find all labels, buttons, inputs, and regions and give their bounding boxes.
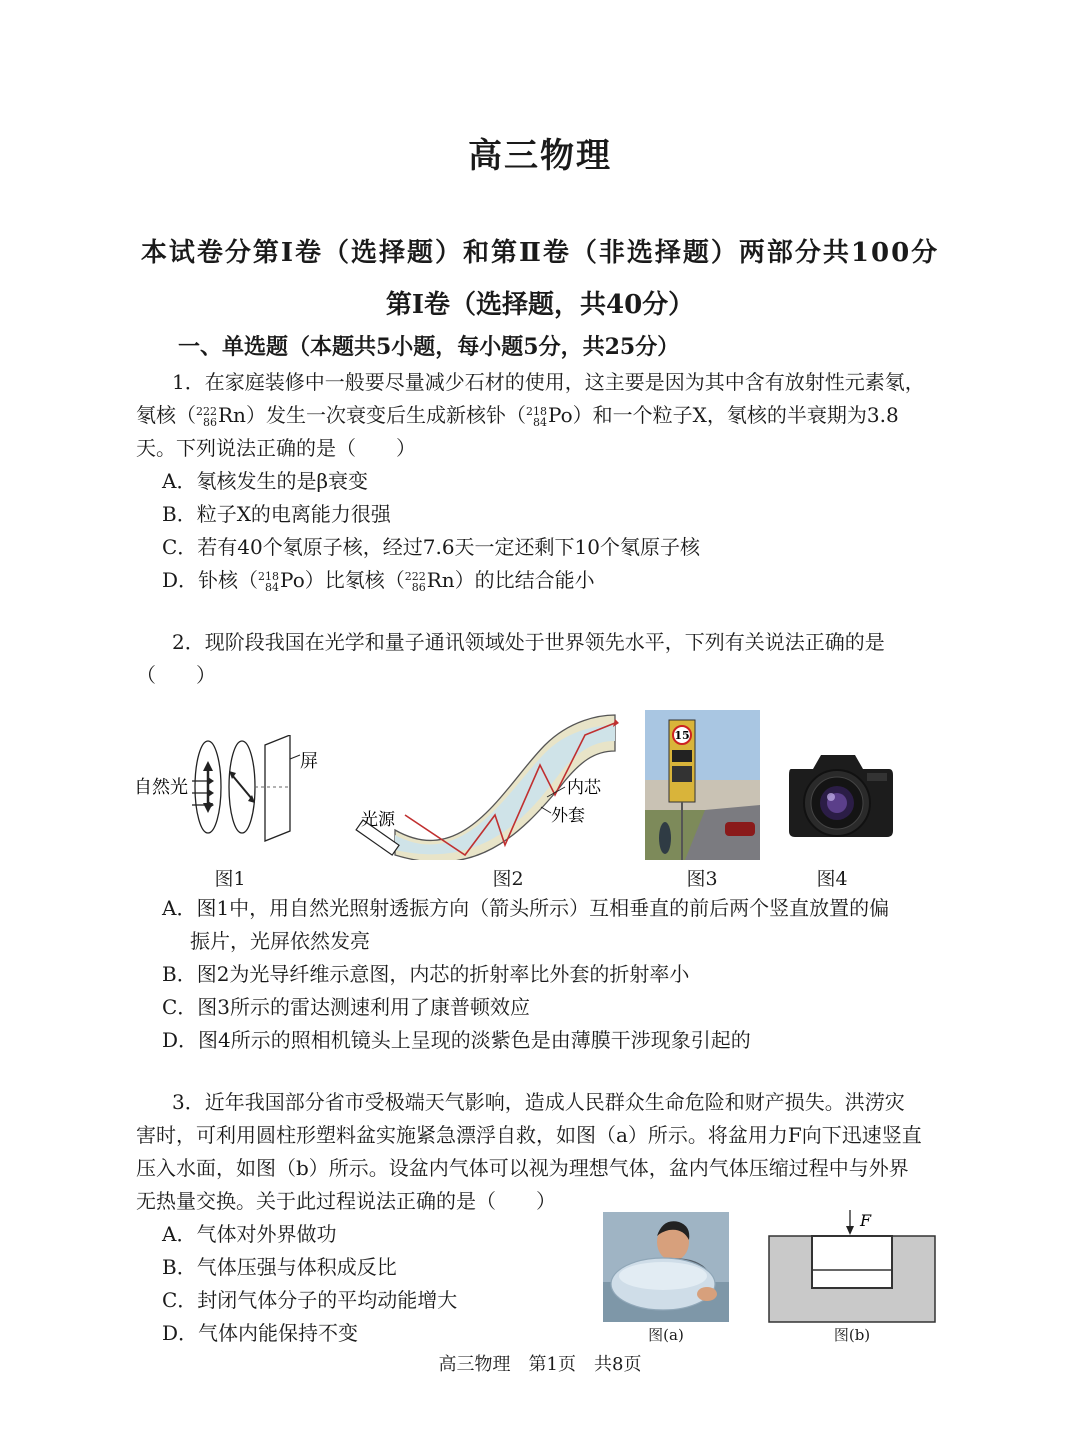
q1-stem-line3: 天。下列说法正确的是（ ） (136, 436, 416, 460)
figure-3-radar-photo (645, 710, 760, 860)
rn-symbol: Rn (426, 568, 455, 592)
q2-option-b: B．图2为光导纤维示意图，内芯的折射率比外套的折射率小 (162, 962, 690, 986)
exam-instructions: 本试卷分第Ⅰ卷（选择题）和第Ⅱ卷（非选择题）两部分共100分 (140, 238, 940, 268)
po-symbol: Po (547, 403, 573, 427)
q3-stem-line2: 害时，可利用圆柱形塑料盆实施紧急漂浮自救，如图（a）所示。将盆用力F向下迅速竖直 (136, 1123, 922, 1147)
figure-2-caption: 图2 (492, 868, 524, 890)
po-atomic-number: 84 (265, 580, 280, 594)
force-label: F (860, 1211, 872, 1230)
light-source-label: 光源 (361, 810, 395, 830)
q1-text: 氡核（ (136, 403, 196, 427)
rn-mass-number: 222 (196, 404, 217, 418)
q2-stem-line1: 2．现阶段我国在光学和量子通讯领域处于世界领先水平，下列有关说法正确的是 (172, 630, 885, 654)
q3-option-a: A．气体对外界做功 (162, 1222, 337, 1246)
q1-text: ）发生一次衰变后生成新核钋（ (245, 403, 526, 427)
q1-stem-line1: 1．在家庭装修中一般要尽量减少石材的使用，这主要是因为其中含有放射性元素氡， (172, 370, 925, 394)
po-symbol: Po (280, 568, 305, 592)
q3-option-b: B．气体压强与体积成反比 (162, 1255, 397, 1279)
rn-mass-number: 222 (404, 569, 426, 583)
q1-text: ）和一个粒子X，氡核的半衰期为3.8 (572, 403, 899, 427)
q1-option-d (162, 564, 595, 596)
q1-d-text: D．钋核（ (162, 568, 259, 592)
speed-limit-value: 15 (674, 729, 690, 742)
q1-d-text: ）比氡核（ (304, 568, 405, 592)
q3-stem-line4: 无热量交换。关于此过程说法正确的是（ ） (136, 1189, 556, 1213)
fiber-core-label: 内芯 (567, 778, 601, 798)
rn-atomic-number: 86 (203, 415, 217, 429)
fiber-cladding-label: 外套 (551, 806, 585, 826)
q3-option-c: C．封闭气体分子的平均动能增大 (162, 1288, 458, 1312)
q1-option-b: B．粒子X的电离能力很强 (162, 502, 391, 526)
po-isotope-numbers (526, 406, 547, 428)
figure-1-polarizers (130, 735, 330, 860)
figure-2-optical-fiber (355, 705, 620, 860)
po-isotope-numbers (258, 571, 279, 593)
part-heading: 第Ⅰ卷（选择题，共40分） (385, 290, 695, 320)
rn-isotope-numbers (405, 571, 426, 593)
figure-4-caption: 图4 (816, 868, 848, 890)
q1-option-c: C．若有40个氡原子核，经过7.6天一定还剩下10个氡原子核 (162, 535, 701, 559)
q3-stem-line3: 压入水面，如图（b）所示。设盆内气体可以视为理想气体，盆内气体压缩过程中与外界 (136, 1156, 909, 1180)
figure-a-floating-basin-photo (603, 1212, 729, 1322)
q1-option-a: A．氡核发生的是β衰变 (162, 469, 369, 493)
figure-b-basin-diagram (766, 1208, 938, 1326)
po-atomic-number: 84 (532, 415, 547, 429)
q3-option-d: D．气体内能保持不变 (162, 1321, 359, 1345)
q3-stem-line1: 3．近年我国部分省市受极端天气影响，造成人民群众生命危险和财产损失。洪涝灾 (172, 1090, 905, 1114)
q2-option-d: D．图4所示的照相机镜头上呈现的淡紫色是由薄膜干涉现象引起的 (162, 1028, 751, 1052)
rn-atomic-number: 86 (411, 580, 426, 594)
screen-label: 屏 (300, 751, 318, 772)
figure-1-caption: 图1 (214, 868, 246, 890)
figure-b-caption: 图(b) (833, 1326, 871, 1344)
q1-stem-line2 (136, 399, 899, 431)
q1-d-text: ）的比结合能小 (454, 568, 595, 592)
po-mass-number: 218 (258, 569, 280, 583)
page-title: 高三物理 (468, 136, 612, 176)
rn-isotope-numbers (196, 406, 217, 428)
rn-symbol: Rn (218, 403, 246, 427)
q2-option-c: C．图3所示的雷达测速利用了康普顿效应 (162, 995, 531, 1019)
figure-3-caption: 图3 (686, 868, 718, 890)
natural-light-label: 自然光 (134, 777, 188, 798)
page-footer: 高三物理 第1页 共8页 (438, 1354, 642, 1375)
q2-option-a-line1: A．图1中，用自然光照射透振方向（箭头所示）互相垂直的前后两个竖直放置的偏 (162, 896, 890, 920)
po-mass-number: 218 (525, 404, 547, 418)
figure-4-camera-photo (785, 745, 895, 845)
q2-stem-line2: （ ） (136, 663, 216, 687)
q2-option-a-line2: 振片，光屏依然发亮 (190, 929, 370, 953)
section-heading: 一、单选题（本题共5小题，每小题5分，共25分） (178, 334, 680, 360)
figure-a-caption: 图(a) (648, 1326, 684, 1344)
